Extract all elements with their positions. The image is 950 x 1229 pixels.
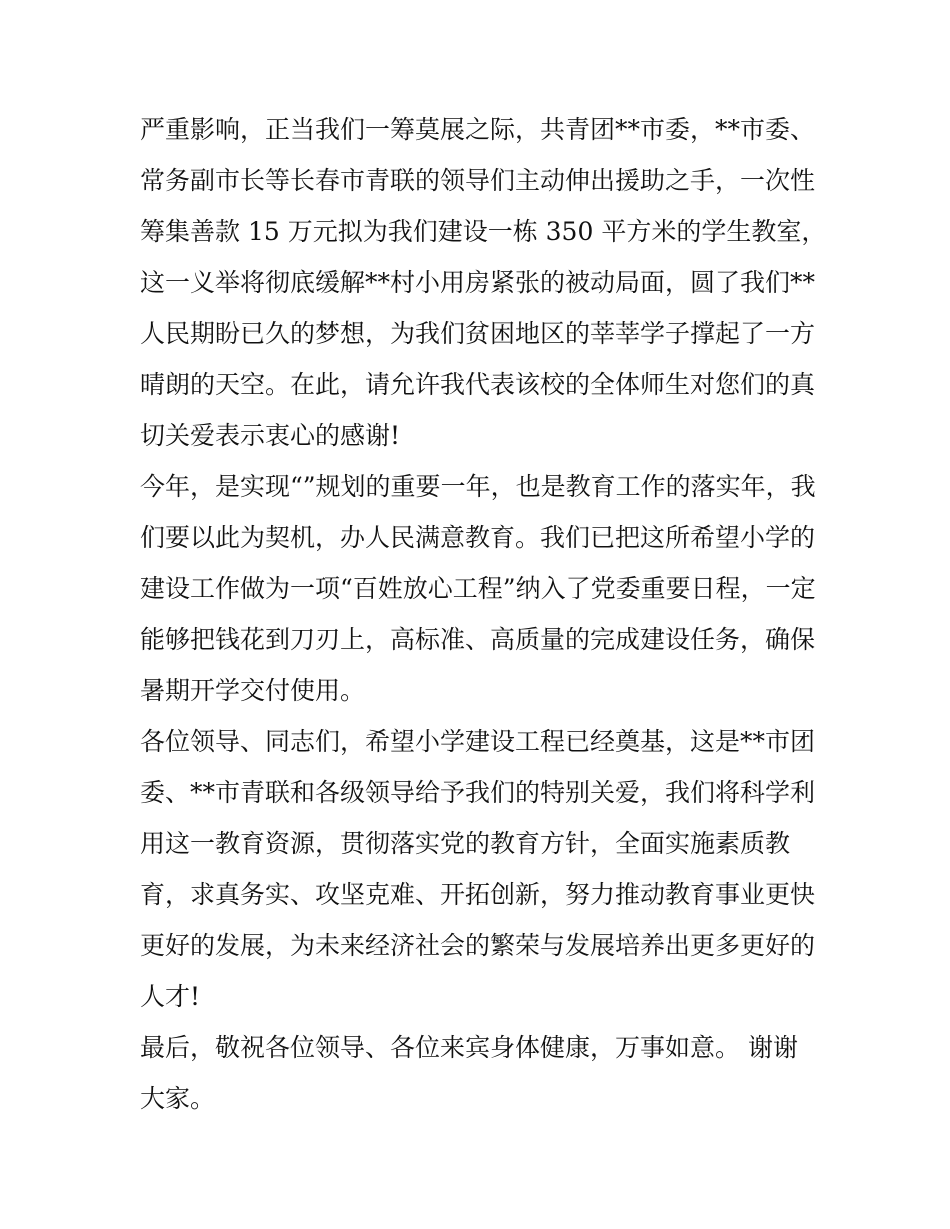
text-line: 今年，是实现“”规划的重要一年，也是教育工作的落实年，我	[140, 472, 816, 501]
text-line: 更好的发展，为未来经济社会的繁荣与发展培养出更多更好的	[140, 931, 816, 960]
text-line: 育，求真务实、攻坚克难、开拓创新，努力推动教育事业更快	[140, 880, 816, 909]
text-line: 这一义举将彻底缓解**村小用房紧张的被动局面，圆了我们**	[140, 268, 816, 297]
text-line: 能够把钱花到刀刃上，高标准、高质量的完成建设任务，确保	[140, 625, 816, 654]
text-line: 晴朗的天空。在此，请允许我代表该校的全体师生对您们的真	[140, 370, 816, 399]
text-line: 人民期盼已久的梦想，为我们贫困地区的莘莘学子撑起了一方	[140, 319, 816, 348]
text-line: 建设工作做为一项“百姓放心工程”纳入了党委重要日程，一定	[140, 574, 816, 603]
text-line: 暑期开学交付使用。	[140, 676, 366, 705]
document-body	[140, 104, 827, 1124]
text-line: 常务副市长等长春市青联的领导们主动伸出援助之手，一次性	[140, 166, 816, 195]
text-line: 严重影响，正当我们一筹莫展之际，共青团**市委，**市委、	[140, 115, 816, 144]
text-line: 切关爱表示衷心的感谢!	[140, 421, 401, 450]
text-line: 大家。	[140, 1084, 216, 1113]
text-line: 委、**市青联和各级领导给予我们的特别关爱，我们将科学利	[140, 778, 816, 807]
text-line: 们要以此为契机，办人民满意教育。我们已把这所希望小学的	[140, 523, 816, 552]
text-line: 各位领导、同志们，希望小学建设工程已经奠基，这是**市团	[140, 727, 816, 756]
text-line: 人才!	[140, 982, 201, 1011]
text-line: 用这一教育资源，贯彻落实党的教育方针，全面实施素质教	[140, 829, 791, 858]
text-line: 筹集善款 15 万元拟为我们建设一栋 350 平方米的学生教室，	[140, 217, 827, 246]
text-line: 最后，敬祝各位领导、各位来宾身体健康，万事如意。 谢谢	[140, 1033, 798, 1062]
